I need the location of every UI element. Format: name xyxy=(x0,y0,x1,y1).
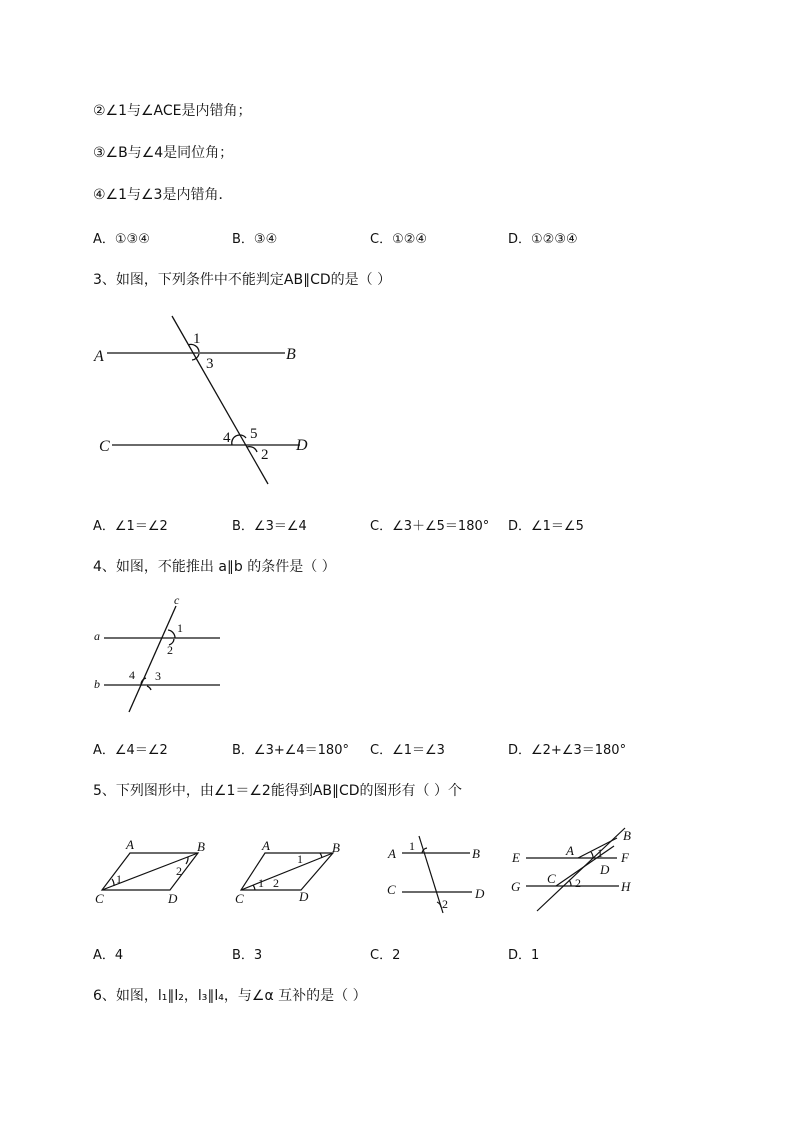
q5f4-angle-2: 2 xyxy=(575,876,581,890)
q4-option-c[interactable]: C．∠1＝∠3 xyxy=(370,743,445,758)
q5-option-a[interactable]: A．4 xyxy=(93,948,124,963)
q4-label-c: c xyxy=(174,593,180,607)
q4-stem: 4、如图，不能推出 a∥b 的条件是（ ） xyxy=(93,559,336,575)
q4-option-d[interactable]: D．∠2+∠3＝180° xyxy=(508,743,627,758)
q5f2-angle-1b: 1 xyxy=(297,852,303,866)
q3-stem: 3、如图，下列条件中不能判定AB∥CD的是（ ） xyxy=(93,272,392,288)
q4-option-a[interactable]: A．∠4＝∠2 xyxy=(93,743,168,758)
q5-option-d[interactable]: D．1 xyxy=(508,948,540,963)
q5f4-label-h: H xyxy=(621,879,631,894)
q5f3-angle-2: 2 xyxy=(442,897,448,911)
q2-option-d[interactable]: D．①②③④ xyxy=(508,232,578,247)
q3-angle-1: 1 xyxy=(193,331,201,347)
q5f2-label-b: B xyxy=(332,840,340,855)
q5f2-angle-1: 1 xyxy=(258,876,264,890)
q3-option-d[interactable]: D．∠1＝∠5 xyxy=(508,519,584,534)
q5f2-angle-2: 2 xyxy=(273,876,279,890)
q5f3-label-b: B xyxy=(472,846,480,861)
q3-angle-5: 5 xyxy=(250,426,258,442)
q2-option-a[interactable]: A．①③④ xyxy=(93,232,150,247)
q2-option-c[interactable]: C．①②④ xyxy=(370,232,428,247)
statement-2: ②∠1与∠ACE是内错角； xyxy=(93,103,252,119)
q5f1-angle-1: 1 xyxy=(116,872,122,886)
q5f4-label-f: F xyxy=(621,850,629,865)
q5f4-label-b: B xyxy=(623,828,631,843)
q5f1-label-a: A xyxy=(126,837,134,852)
q4-angle-1: 1 xyxy=(177,621,183,635)
q3-option-a[interactable]: A．∠1＝∠2 xyxy=(93,519,168,534)
q5f3-angle-1: 1 xyxy=(409,839,415,853)
q5-option-b[interactable]: B．3 xyxy=(232,948,263,963)
q5f2-label-c: C xyxy=(235,891,244,906)
q5f2-label-a: A xyxy=(262,838,270,853)
q5-option-c[interactable]: C．2 xyxy=(370,948,401,963)
q3-label-b: B xyxy=(286,346,296,363)
q5f4-label-g: G xyxy=(511,879,521,894)
q5f3-label-a: A xyxy=(388,846,396,861)
statement-4: ④∠1与∠3是内错角． xyxy=(93,187,233,203)
q5f4-label-d: D xyxy=(600,862,610,877)
q3-angle-4: 4 xyxy=(223,430,231,446)
q5f4-label-e: E xyxy=(512,850,520,865)
q5f1-angle-2: 2 xyxy=(176,864,182,878)
q5f1-label-d: D xyxy=(168,891,178,906)
q5f3-label-c: C xyxy=(387,882,396,897)
q4-label-a: a xyxy=(94,629,100,643)
q4-option-b[interactable]: B．∠3+∠4＝180° xyxy=(232,743,349,758)
q4-label-b: b xyxy=(94,677,100,691)
q4-angle-2: 2 xyxy=(167,643,173,657)
q2-option-b[interactable]: B．③④ xyxy=(232,232,278,247)
q5f1-label-b: B xyxy=(197,839,205,854)
q5f4-label-a: A xyxy=(566,843,574,858)
q3-label-d: D xyxy=(296,437,308,454)
q6-stem: 6、如图，l₁∥l₂，l₃∥l₄，与∠α 互补的是（ ） xyxy=(93,988,367,1004)
q5f1-label-c: C xyxy=(95,891,104,906)
q5f3-label-d: D xyxy=(475,886,485,901)
q3-angle-3: 3 xyxy=(206,356,214,372)
q3-label-c: C xyxy=(99,438,110,455)
q3-option-c[interactable]: C．∠3＋∠5＝180° xyxy=(370,519,490,534)
q5-stem: 5、下列图形中，由∠1＝∠2能得到AB∥CD的图形有（ ）个 xyxy=(93,783,463,799)
statement-3: ③∠B与∠4是同位角； xyxy=(93,145,234,161)
q3-angle-2: 2 xyxy=(261,447,269,463)
q5f4-label-c: C xyxy=(547,871,556,886)
q4-angle-3: 3 xyxy=(155,669,161,683)
q3-option-b[interactable]: B．∠3＝∠4 xyxy=(232,519,307,534)
q5f4-angle-1: 1 xyxy=(597,846,603,860)
q3-label-a: A xyxy=(94,348,104,365)
q4-angle-4: 4 xyxy=(129,668,135,682)
q5f2-label-d: D xyxy=(299,889,309,904)
